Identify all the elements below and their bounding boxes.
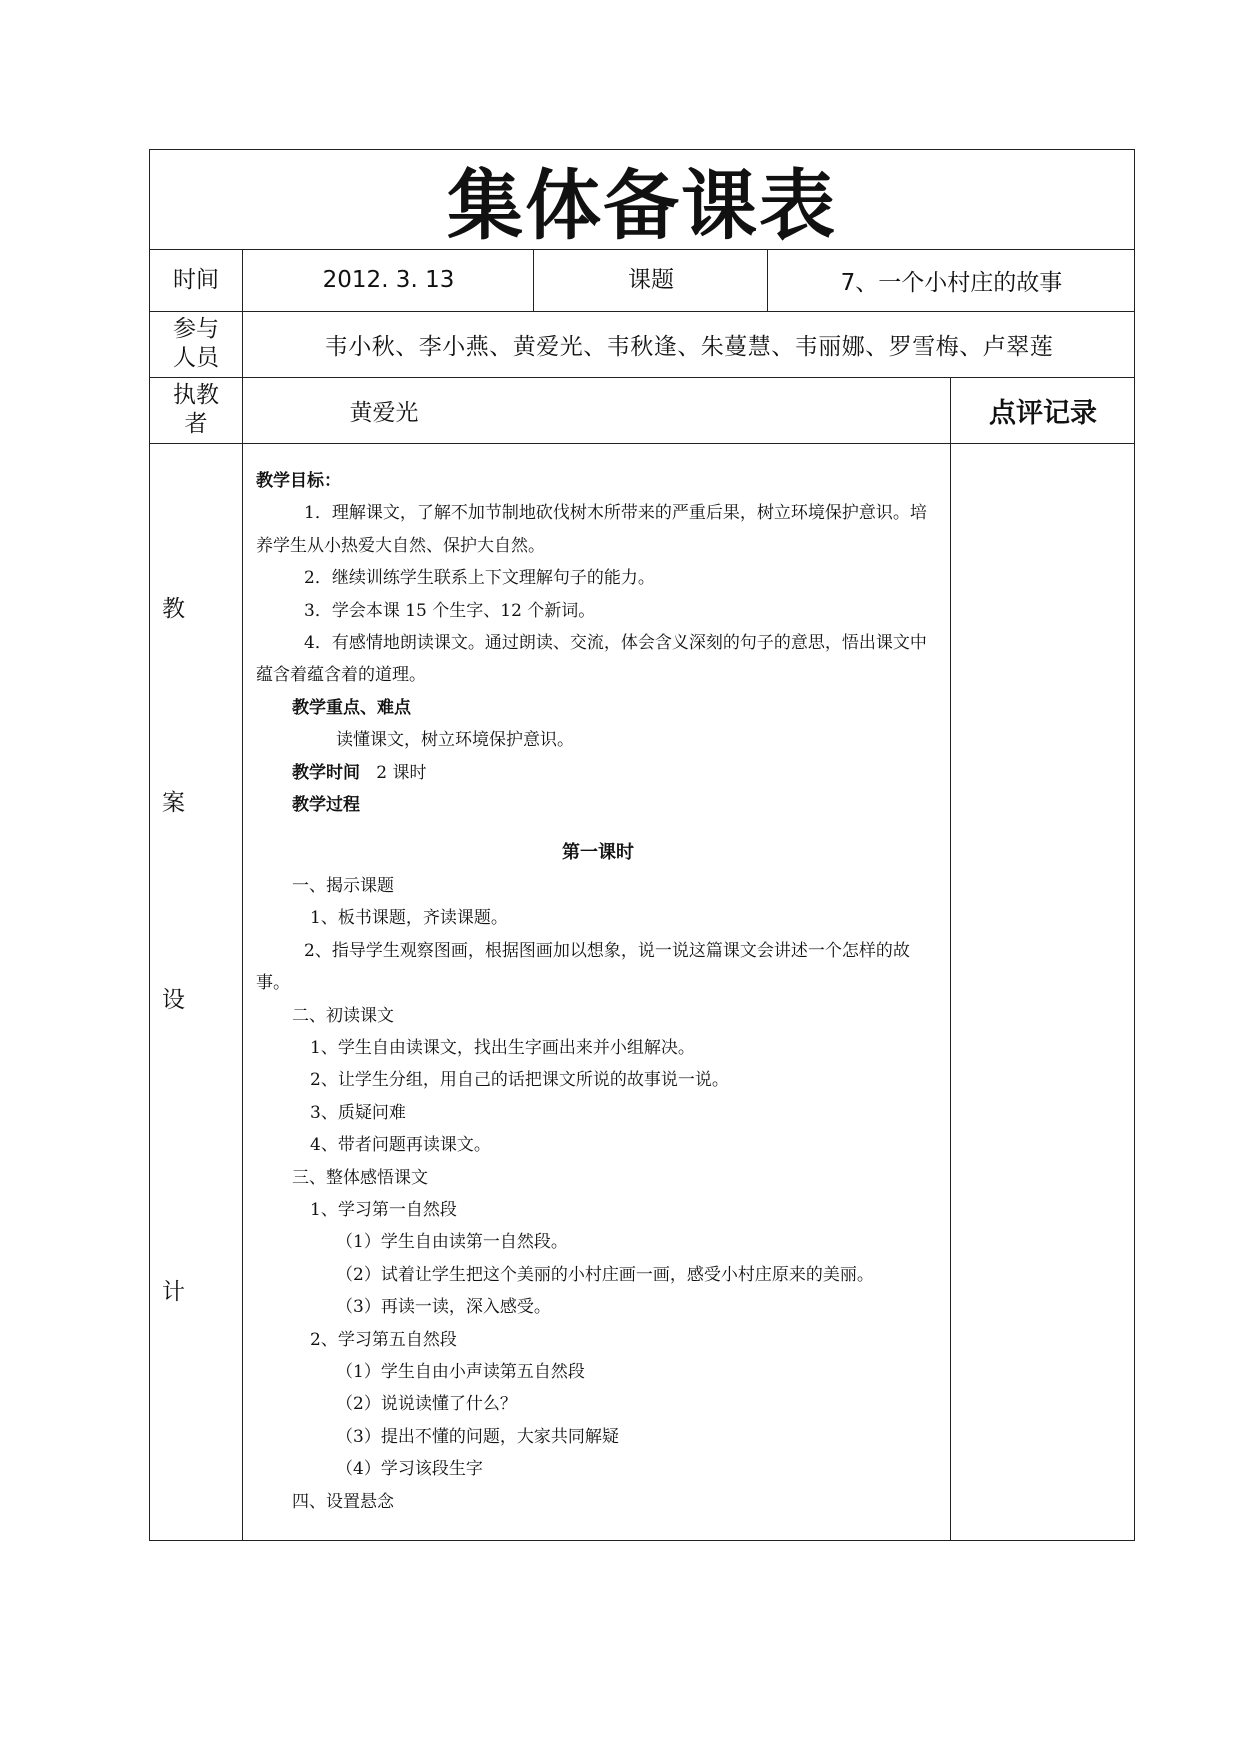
- substep-item: （3）再读一读，深入感受。: [336, 1297, 551, 1318]
- section-heading: 二、初读课文: [292, 1005, 394, 1026]
- substep-item: （3）提出不懂的问题，大家共同解疑: [336, 1426, 619, 1447]
- side-label-char: 设: [162, 987, 185, 1013]
- step-item: 3、质疑问难: [310, 1102, 406, 1123]
- topic-label: 课题: [628, 266, 674, 293]
- page-title: 集体备课表: [447, 161, 837, 250]
- goal-item: 2．继续训练学生联系上下文理解句子的能力。: [304, 568, 655, 589]
- keypoints-text: 读懂课文，树立环境保护意识。: [336, 730, 574, 751]
- step-item: 1、板书课题，齐读课题。: [310, 908, 508, 929]
- time-heading: 教学时间: [292, 762, 360, 783]
- review-record-area[interactable]: [952, 443, 1134, 1540]
- process-heading: 教学过程: [292, 795, 360, 816]
- participants-value: 韦小秋、李小燕、黄爱光、韦秋逢、朱蔓慧、韦丽娜、罗雪梅、卢翠莲: [324, 333, 1054, 360]
- substep-item: （1）学生自由小声读第五自然段: [336, 1361, 585, 1382]
- section-heading: 一、揭示课题: [292, 875, 394, 896]
- section-heading: 三、整体感悟课文: [292, 1167, 428, 1188]
- step-item: 4、带者问题再读课文。: [310, 1135, 491, 1156]
- time-label: 时间: [173, 266, 219, 293]
- goals-heading: 教学目标：: [256, 471, 341, 491]
- lesson-plan-content: [244, 443, 950, 1540]
- lesson1-heading: 第一课时: [562, 842, 634, 864]
- substep-item: （2）说说读懂了什么？: [336, 1394, 517, 1415]
- review-record-heading: 点评记录: [989, 397, 1097, 429]
- keypoints-heading: 教学重点、难点: [292, 697, 411, 718]
- participants-label: 参与人员: [173, 316, 219, 371]
- lesson-prep-table: [149, 149, 1135, 1541]
- substep-item: （4）学习该段生字: [336, 1459, 483, 1480]
- goal-item: 4．有感情地朗读课文。通过朗读、交流，体会含义深刻的句子的意思，悟出课文中蕴含着蕴含着的道理。: [256, 633, 927, 686]
- step-item: 2、让学生分组，用自己的话把课文所说的故事说一说。: [310, 1070, 729, 1091]
- side-label-char: 教: [162, 596, 185, 622]
- goal-item: 1．理解课文，了解不加节制地砍伐树木所带来的严重后果，树立环境保护意识。培养学生从小热爱大自然、保护大自然。: [256, 503, 927, 556]
- step-item: 2、学习第五自然段: [310, 1329, 457, 1350]
- step-item: 2、指导学生观察图画，根据图画加以想象，说一说这篇课文会讲述一个怎样的故事。: [256, 940, 910, 994]
- goal-item: 3．学会本课 15 个生字、12 个新词。: [304, 600, 596, 621]
- teacher-label: 执教者: [173, 382, 219, 437]
- section-heading: 四、设置悬念: [292, 1491, 394, 1512]
- step-item: 1、学习第一自然段: [310, 1199, 457, 1220]
- column-divider: [950, 377, 951, 1540]
- time-text: 2 课时: [376, 762, 427, 783]
- substep-item: （1）学生自由读第一自然段。: [336, 1232, 568, 1253]
- teacher-value: 黄爱光: [349, 399, 419, 426]
- column-divider: [767, 249, 768, 311]
- time-value: 2012. 3. 13: [322, 267, 455, 293]
- topic-value: 7、一个小村庄的故事: [840, 269, 1063, 296]
- teaching-time: [256, 757, 940, 789]
- side-label-char: 计: [162, 1279, 185, 1305]
- column-divider: [533, 249, 534, 311]
- column-divider: [242, 249, 243, 1540]
- step-item: 1、学生自由读课文，找出生字画出来并小组解决。: [310, 1037, 695, 1058]
- substep-item: （2）试着让学生把这个美丽的小村庄画一画，感受小村庄原来的美丽。: [336, 1264, 874, 1285]
- side-label-char: 案: [162, 790, 185, 816]
